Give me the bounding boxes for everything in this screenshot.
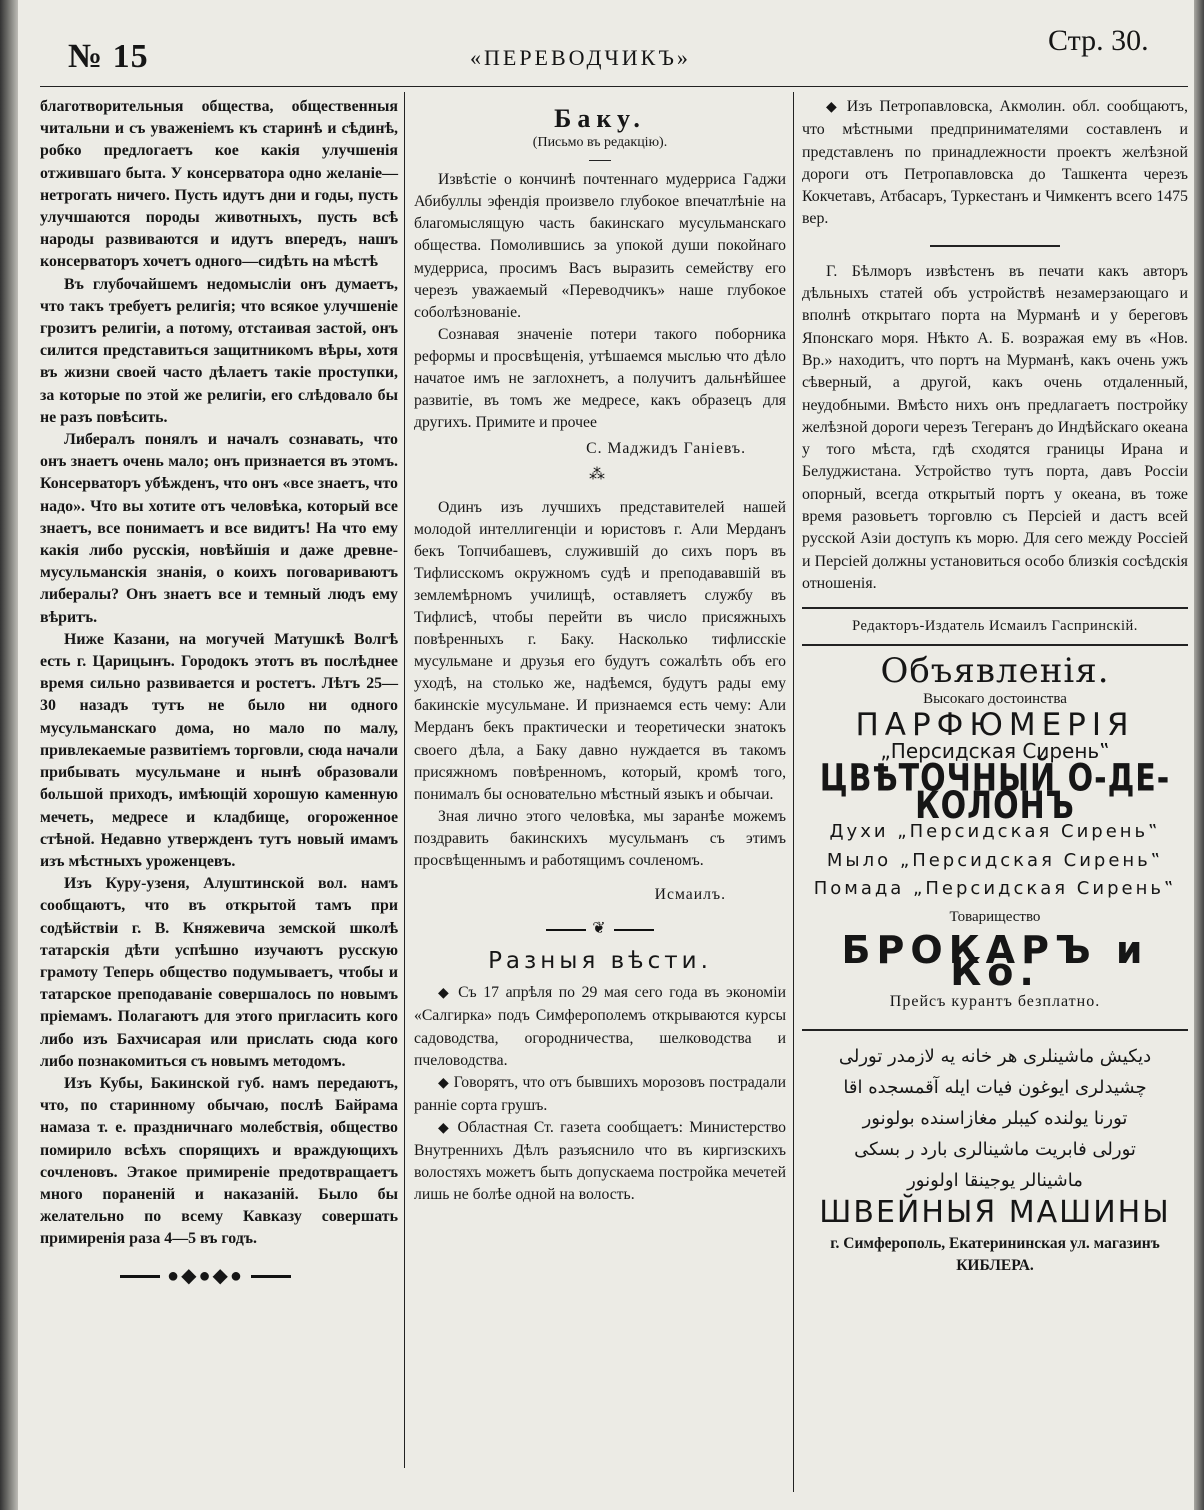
scan-edge-left [0,0,18,1510]
news-item [802,96,1188,231]
ornament-bar [120,1275,160,1278]
editor-publisher-line: Редакторъ-Издатель Исмаилъ Гаспринскій. [802,607,1188,645]
col1-paragraph: Ниже Казани, на могучей Матушкѣ Волгѣ есть г. Царицынъ. Городокъ этотъ въ послѣднее время сильно развивается и ростетъ. Лѣтъ 25—30 назадъ тутъ не было ни одного мусульманскаго дома, но мало по малу, привлекаемые развитіемъ торговли, сюда начали прибывать мусульмане и нынѣ образовали большой приходъ, имѣющій хорошую каменную мечеть, медресе и кладбище, огороженное стѣной. Недавно утвержденъ тутъ новый имамъ изъ мѣстныхъ уроженцевъ. [40,630,398,870]
publication-title: «ПЕРЕВОДЧИКЪ» [470,45,691,70]
column-divider-2 [793,92,794,1492]
diamond-bullet-icon: ◆ [438,1120,452,1136]
col1-paragraph: Либералъ понялъ и началъ сознавать, что онъ знаетъ очень мало; онъ признается въ этомъ. Консерваторъ убѣжденъ, что онъ «все знаетъ, что надо». Что вы хотите отъ человѣка, который все знаетъ, все понимаетъ и все видитъ! На что ему какія либо русскія, новѣйшія и даже древне-мусульманскія знанія, о коихъ поговариваютъ либералы? Онъ знаетъ все и темный людъ ему вѣритъ. [40,431,398,626]
article-headline: Баку. [554,104,646,133]
news-text: Областная Ст. газета сообщаетъ: Министерство Внутреннихъ Дѣлъ разъяснило что въ киргизскихъ волостяхъ можетъ быть допускаема постройка мечетей лишь не болѣе одной на волость. [414,1118,786,1204]
ad-address: г. Симферополь, Екатерининская ул. магазинъ КИБЛЕРА. [830,1234,1160,1274]
arabic-line: دیکیش ماشینلری هر خانه یه لازمدر تورلی [838,1046,1152,1068]
letter-paragraph: Сознавая значеніе потери такого поборника реформы и просвѣщенія, утѣшаемся мыслью что дѣло начатое имъ не заглохнетъ, а получитъ дальнѣйшее развитіе, въ томъ же медресе, какъ образецъ для другихъ. Примите и прочее [414,325,786,432]
column-left [40,96,398,1287]
diamond-bullet-icon: ◆ [438,1075,450,1091]
ad-cologne: ЦВѢТОЧНЫЙ О-ДЕ-КОЛОНЪ [819,756,1171,829]
column-end-ornament [120,1265,398,1287]
news-text: Говорятъ, что отъ бывшихъ морозовъ пострадали ранніе сорта грушъ. [414,1073,786,1114]
diamond-bullet-icon: ◆ [438,986,452,1002]
separator-rule [930,245,1060,247]
header-rule [40,86,1188,87]
page-number: Стр. 30. [1048,24,1149,57]
ornament-bar [251,1275,291,1278]
ads-heading: Объявленія. [880,650,1110,691]
diamond-bullet-icon: ◆ [826,100,840,115]
ad-perfumery: ПАРФЮМЕРІЯ [855,707,1135,744]
article-paragraph: Одинъ изъ лучшихъ представителей нашей молодой интеллигенціи и юристовъ г. Али Мерданъ бекъ Топчибашевъ, служившій до сихъ поръ въ Тифлисскомъ окружномъ судѣ и преподававшій въ землемѣрномъ училищѣ, оставляетъ службу въ Тифлисѣ, чтобы перейти въ число присяжныхъ повѣренныхъ г. Баку. Насколько тифлисскіе мусульмане и друзья его будутъ сожалѣть объ его уходѣ, на столько же, надѣемся, будутъ рады ему бакинскіе мусульмане. И признаемся есть чему: Али Мерданъ бекъ практически и теоретически знатокъ своего дѣла, а Баку давно нуждается въ такомъ присяжномъ повѣренномъ, который, кромѣ того, понималъ бы основательно мѣстный языкъ и обычаи. [414,498,786,803]
article-signature: Исмаилъ. [654,886,726,904]
col1-paragraph: Въ глубочайшемъ недомысліи онъ думаетъ, что такъ требуетъ религія; что всякое улучшеніе грозитъ религіи, а потому, отстаивая застой, онъ силится представиться защитникомъ вѣры, хотя въ жизни своей часто дѣлаетъ такіе проступки, за которые по этой же религіи, его слѣдовало бы не разъ повѣсить. [40,275,398,426]
issue-number: № 15 [68,38,149,75]
ad-product: Помада „Персидская Сирень‟ [813,877,1177,899]
news-item [414,1072,786,1117]
col1-paragraph: благотворительныя общества, общественныя читальни и съ уваженіемъ къ старинѣ и сѣдинѣ, робко предлогаетъ кое какія улучшенія отжившаго быта. У консерватора одно желаніе—нетрогать ничего. Пусть идутъ дни и годы, пусть улучшаются породы животныхъ, пусть всѣ народы развиваются и идутъ впередъ, нашъ консерваторъ хочетъ одного—сидѣть на мѣстѣ [40,98,398,271]
scan-edge-right [1194,0,1204,1510]
ad-company-name: БРОКАРЪ и Ко. [841,927,1149,994]
arabic-line: ماشینالر یوجینقا اولونور [907,1170,1083,1192]
arabic-line: تورنا یولنده کیبلر مغازاسنده بولونور [862,1108,1128,1130]
column-divider-1 [404,92,405,1468]
ad-arabic-text [802,1041,1188,1196]
ad-dignity: Высокаго достоинства [923,690,1067,707]
letter-signature: С. Маджидъ Ганіевъ. [586,440,746,458]
news-item [414,1117,786,1206]
ad-persian-lilac: „Персидская Сирень‟ [880,739,1110,764]
ornament-bar [546,929,586,931]
news-text: Изъ Петропавловска, Акмолин. обл. сообщаютъ, что мѣстными предпринимателями составленъ и представленъ по принадлежности проектъ желѣзной дороги отъ Петропавловска до Ташкента черезъ Кокчетавъ, Атбасаръ, Туркестанъ и Чимкентъ всего 1475 вер. [802,98,1188,228]
news-text: Съ 17 апрѣля по 29 мая сего года въ экономіи «Салгирка» подъ Симферополемъ открываются курсы садоводства, огородничества, шелководства и пчеловодства. [414,984,786,1069]
col1-paragraph: Изъ Кубы, Бакинской губ. намъ передаютъ, что, по старинному обычаю, послѣ Байрама намаза т. е. праздничнаго молебствія, общество помирило всѣхъ спорящихъ и враждующихъ сочленовъ. Этакое примиреніе предотвращаетъ много пораненій и наказаній. Было бы желательно по всему Кавказу совершать примиренія раза 4—5 въ годъ. [40,1074,398,1248]
ad-sewing-machines: ШВЕЙНЫЯ МАШИНЫ [819,1195,1171,1231]
ornament-glyphs: ●◆●◆● [167,1264,245,1287]
article-paragraph: Зная лично этого человѣка, мы заранѣе можемъ поздравить бакинскихъ мусульманъ съ этимъ просвѣщеннымъ и работящимъ сочленомъ. [414,807,786,869]
ornament-bar [614,929,654,931]
masthead [0,0,1204,90]
ornament-glyph: ❦ [592,920,608,938]
article-paragraph: Г. Бѣлморъ извѣстенъ въ печати какъ авторъ дѣльныхъ статей объ устройствѣ незамерзающаго и вполнѣ открытаго порта на Мурманѣ и у береговъ Японскаго моря. Нѣкто А. Б. возражая ему въ «Нов. Вр.» находитъ, что портъ на Мурманѣ, какъ очень ужъ сѣверный, а другой, какъ очень отдаленный, неудобными. Вмѣсто нихъ онъ предлагаетъ постройку желѣзной дороги черезъ Тегеранъ до Индѣйскаго океана у того мѣста, гдѣ сходятся границы Ирана и Белуджистана. Устройство тутъ порта, давъ Россіи опорный, всегда открытый портъ у океана, въ тоже время разовьетъ торговлю съ Персіей и дастъ всей русской Азіи доступъ къ морю. Для сего между Россіей и Персіей должны установиться особо близкія сосѣдскія отношенія. [802,262,1188,592]
col1-paragraph: Изъ Куру-узеня, Алуштинской вол. намъ сообщаютъ, что въ открытой тамъ при содѣйствіи г. В. Княжевича земской школѣ татарскія дѣти успѣшно изучаютъ русскую грамоту Теперь общество подумываетъ, чтобы и татарское преподаваніе совершалось по новымъ пріемамъ. Полагаютъ для этого пригласить кого либо изъ Бахчисарая или прислать сюда кого либо познакомиться съ новымъ методомъ. [40,875,398,1070]
section-ornament [414,918,786,940]
ad-divider [802,1029,1188,1031]
letter-paragraph: Извѣстіе о кончинѣ почтеннаго мудерриса Гаджи Абибуллы эфендія произвело глубокое впечатлѣніе на благомыслящую часть бакинскаго мусульманскаго общества. Помолившись за упокой души покойнаго мудерриса, просимъ Васъ выразить семейству его черезъ уважаемый «Переводчикъ» наше глубокое соболѣзнованіе. [414,171,786,321]
arabic-line: چشیدلری ایوغون فیات ایله آقمسجده اقا [843,1077,1147,1099]
short-divider [589,160,611,161]
ad-price-list: Прейсъ курантъ безплатно. [889,993,1101,1011]
ad-company-label: Товарищество [949,909,1041,926]
ad-product: Духи „Персидская Сирень‟ [829,821,1161,843]
section-title: Разныя вѣсти. [488,948,712,975]
small-ornament: ⁂ [589,466,611,484]
arabic-line: تورلی فابریت ماشینالری بارد ر بسکی [854,1139,1136,1161]
column-right [802,96,1188,1277]
column-middle [414,96,786,1206]
article-subtitle: (Письмо въ редакцію). [532,135,668,151]
ad-product: Мыло „Персидская Сирень‟ [826,849,1164,871]
news-item [414,982,786,1071]
